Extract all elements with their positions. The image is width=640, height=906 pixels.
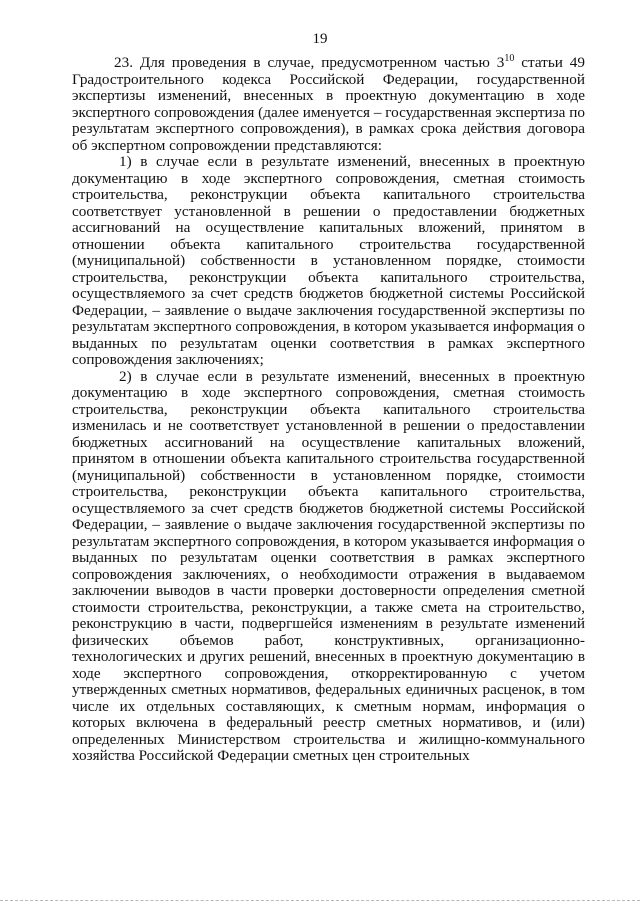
paragraph-subitem-2: 2) в случае если в результате изменений, внесенных в проектную документацию в ходе экспертного сопровождения, сметная стоимость строительства, реконструкции объекта капитального строительства изменилась и не соответствует установленной в решении о предоставлении бюджетных ассигнований на осуществление капитальных вложений, принятом в отношении объекта капитального строительства государственной (муниципальной) собственности в установленном порядке, стоимости строительства, реконструкции объекта капитального строительства, осуществляемого за счет средств бюджетов бюджетной системы Российской Федерации, – заявление о выдаче заключения государственной экспертизы по результатам экспертного сопровождения, в котором указывается информация о выданных по результатам оценки соответствия в рамках экспертного сопровождения заключениях, о необходимости отражения в выдаваемом заключении выводов в части проверки достоверности определения сметной стоимости строительства, реконструкции, а также смета на строительство, реконструкцию в части, подвергшейся изменениям в результате изменений физических объемов работ, конструктивных, организационно-технологических и других решений, внесенных в проектную документацию в ходе экспертного сопровождения, откорректированную с учетом утвержденных сметных нормативов, федеральных единичных расценок, в том числе их отдельных составляющих, к сметным нормам, информация о которых включена в федеральный реестр сметных нормативов, и (или) определенных Министерством строительства и жилищно-коммунального хозяйства Российской Федерации сметных цен строительных (72, 367, 585, 764)
paragraph-text-start: 23. Для проведения в случае, предусмотренном частью 3 (114, 54, 505, 71)
paragraph-text-rest: статьи 49 Градостроительного кодекса Российской Федерации, государственной экспертизы изменений, внесенных в проектную документацию в ходе экспертного сопровождения (далее именуется – государственная экспертиза по результатам экспертного сопровождения), в рамках срока действия договора об экспертном сопровождении представляются: (72, 54, 585, 154)
superscript-index: 10 (504, 53, 515, 64)
page-number: 19 (312, 31, 328, 47)
document-body (72, 55, 585, 765)
paragraph-subitem-1: 1) в случае если в результате изменений, внесенных в проектную документацию в ходе экспертного сопровождения, сметная стоимость строительства, реконструкции объекта капитального строительства соответствует установленной в решении о предоставлении бюджетных ассигнований на осуществление капитальных вложений, принятом в отношении объекта капитального строительства государственной (муниципальной) собственности в установленном порядке, стоимости строительства, реконструкции объекта капитального строительства, осуществляемого за счет средств бюджетов бюджетной системы Российской Федерации, – заявление о выдаче заключения государственной экспертизы по результатам экспертного сопровождения, в котором указывается информация о выданных по результатам оценки соответствия в рамках экспертного сопровождения заключениях; (72, 153, 585, 368)
page-bottom-edge (0, 900, 640, 901)
paragraph-item-23 (72, 55, 585, 154)
